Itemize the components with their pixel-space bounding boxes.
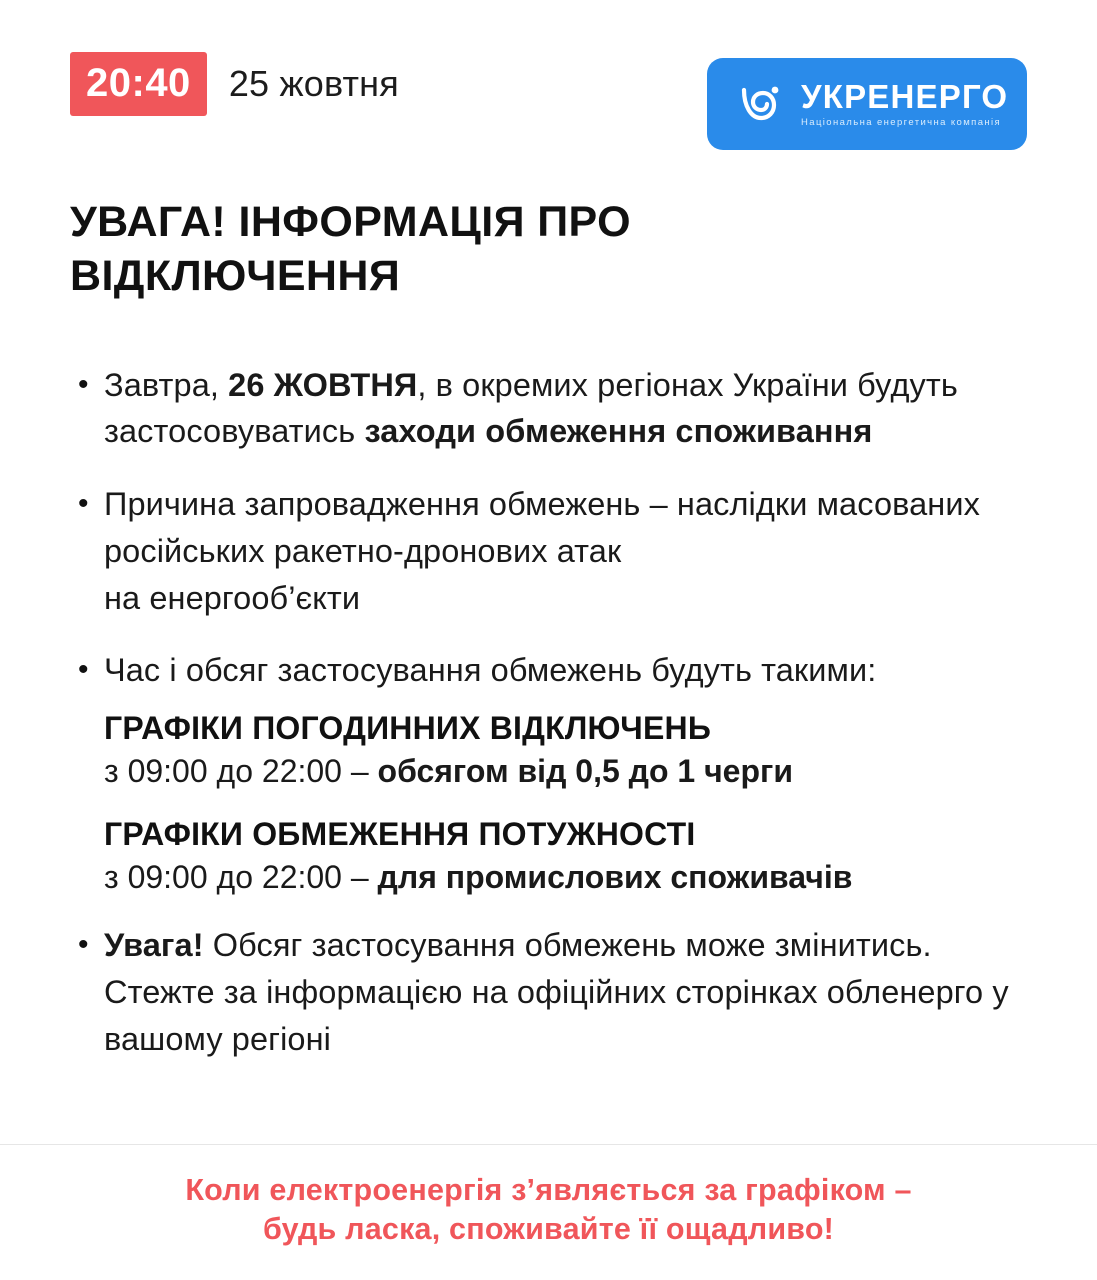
list-item-schedule (78, 647, 1027, 896)
schedule-block-power-limit (104, 816, 876, 896)
schedule-heading: ГРАФІКИ ОБМЕЖЕННЯ ПОТУЖНОСТІ (104, 816, 696, 853)
list-item (78, 481, 1027, 621)
list-item-text: Завтра, 26 ЖОВТНЯ, в окремих регіонах України будуть застосовуватись заходи обмеження споживання (104, 366, 958, 450)
logo-name: УКРЕНЕРГО (801, 78, 1009, 116)
schedule-line: з 09:00 до 22:00 – обсягом від 0,5 до 1 черги (104, 753, 793, 790)
logo-text-group (801, 80, 1008, 128)
list-item-text: Причина запровадження обмежень – наслідки масованих російських ракетно-дронових атак на енергооб’єкти (104, 486, 980, 616)
ukrenergo-logo (707, 58, 1027, 150)
list-item (78, 922, 1027, 1062)
bullet-icon: • (78, 928, 89, 962)
schedule-heading: ГРАФІКИ ПОГОДИННИХ ВІДКЛЮЧЕНЬ (104, 710, 712, 747)
ukrenergo-logo-icon (731, 76, 787, 132)
schedule-block-hourly (104, 710, 876, 790)
list-item-text: Час і обсяг застосування обмежень будуть такими: (104, 652, 877, 689)
bullet-icon: • (78, 487, 89, 521)
schedule-line: з 09:00 до 22:00 – для промислових споживачів (104, 859, 853, 896)
logo-subtitle: Національна енергетична компанія (801, 117, 1002, 129)
bullet-icon: • (78, 367, 89, 401)
bullet-icon: • (78, 653, 89, 687)
schedule-group (104, 710, 876, 896)
list-item (78, 362, 1027, 456)
schedule-wrapper (104, 647, 876, 896)
footer-banner (0, 1144, 1097, 1280)
list-item-text: Увага! Обсяг застосування обмежень може змінитись. Стежте за інформацією на офіційних сторінках обленерго у вашому регіоні (104, 927, 1009, 1057)
footer-line-2: будь ласка, споживайте її ощадливо! (262, 1212, 835, 1247)
time-date-group (70, 52, 399, 116)
footer-line-1: Коли електроенергія з’являється за графіком – (185, 1172, 912, 1207)
date-label: 25 жовтня (228, 63, 399, 104)
header (0, 0, 1097, 168)
bullet-list (0, 362, 1097, 1144)
time-badge: 20:40 (70, 52, 207, 116)
page-title: УВАГА! ІНФОРМАЦІЯ ПРО ВІДКЛЮЧЕННЯ (70, 198, 631, 300)
